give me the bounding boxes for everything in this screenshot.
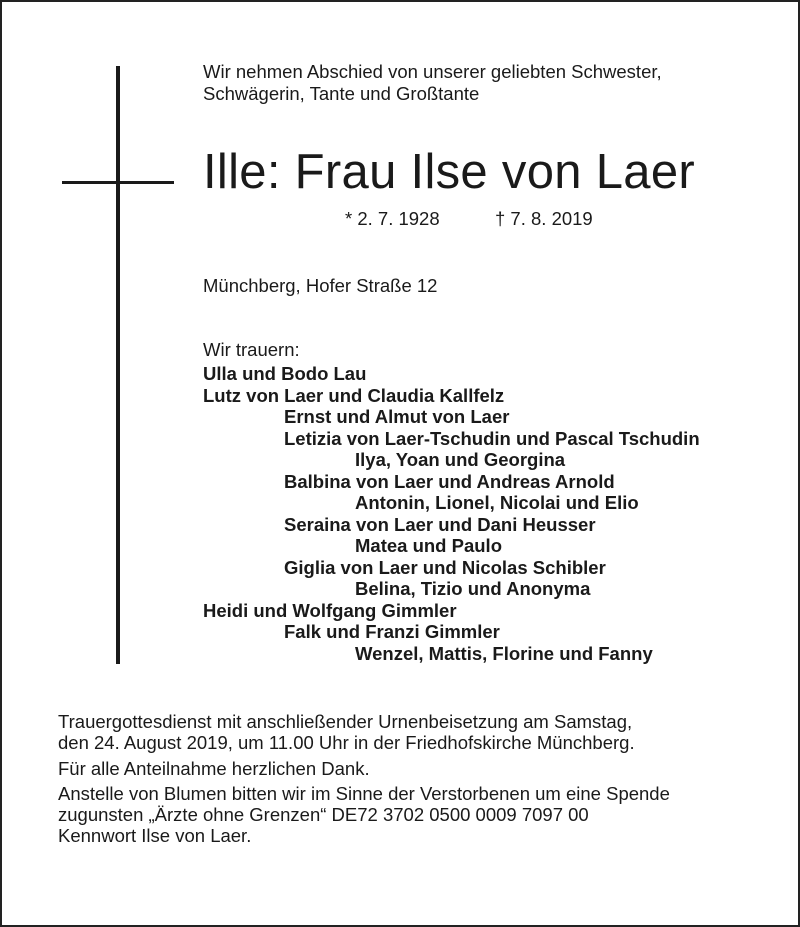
intro-line-2: Schwägerin, Tante und Großtante bbox=[203, 83, 480, 104]
mourner-entry: Letizia von Laer-Tschudin und Pascal Tschudin bbox=[284, 427, 700, 449]
deceased-name: Ille: Frau Ilse von Laer bbox=[203, 145, 695, 199]
birth-date: * 2. 7. 1928 bbox=[345, 208, 440, 229]
mourner-entry: Heidi und Wolfgang Gimmler bbox=[203, 599, 457, 621]
address: Münchberg, Hofer Straße 12 bbox=[203, 275, 438, 296]
cross-horizontal-bar bbox=[62, 181, 174, 184]
mourner-entry: Lutz von Laer und Claudia Kallfelz bbox=[203, 384, 505, 406]
mourner-entry: Giglia von Laer und Nicolas Schibler bbox=[284, 556, 606, 578]
service-line-2: den 24. August 2019, um 11.00 Uhr in der Friedhofskirche Münchberg. bbox=[58, 732, 635, 754]
mourner-entry: Ulla und Bodo Lau bbox=[203, 363, 367, 384]
intro-line-1: Wir nehmen Abschied von unserer geliebten Schwester, bbox=[203, 61, 662, 82]
mourner-entry: Falk und Franzi Gimmler bbox=[284, 621, 500, 642]
mourner-entry: Antonin, Lionel, Nicolai und Elio bbox=[355, 492, 639, 513]
mourners-label: Wir trauern: bbox=[203, 339, 300, 360]
thanks-line: Für alle Anteilnahme herzlichen Dank. bbox=[58, 757, 370, 779]
mourner-entry: Matea und Paulo bbox=[355, 535, 502, 556]
cross-vertical-bar bbox=[116, 66, 120, 664]
donation-line-2: zugunsten „Ärzte ohne Grenzen“ DE72 3702 0500 0009 7097 00 bbox=[58, 804, 589, 826]
donation-line-3: Kennwort Ilse von Laer. bbox=[58, 825, 252, 847]
mourner-entry: Ernst und Almut von Laer bbox=[284, 406, 510, 427]
mourner-entry: Seraina von Laer und Dani Heusser bbox=[284, 513, 596, 535]
service-line-1: Trauergottesdienst mit anschließender Urnenbeisetzung am Samstag, bbox=[58, 711, 633, 732]
mourner-entry: Belina, Tizio und Anonyma bbox=[355, 578, 591, 599]
donation-line-1: Anstelle von Blumen bitten wir im Sinne der Verstorbenen um eine Spende bbox=[58, 782, 670, 804]
mourner-entry: Ilya, Yoan und Georgina bbox=[355, 449, 566, 470]
death-date: † 7. 8. 2019 bbox=[495, 208, 593, 229]
intro-text bbox=[203, 61, 662, 105]
footer-text bbox=[58, 711, 670, 847]
mourner-entry: Wenzel, Mattis, Florine und Fanny bbox=[355, 642, 653, 664]
mourner-entry: Balbina von Laer und Andreas Arnold bbox=[284, 470, 615, 492]
